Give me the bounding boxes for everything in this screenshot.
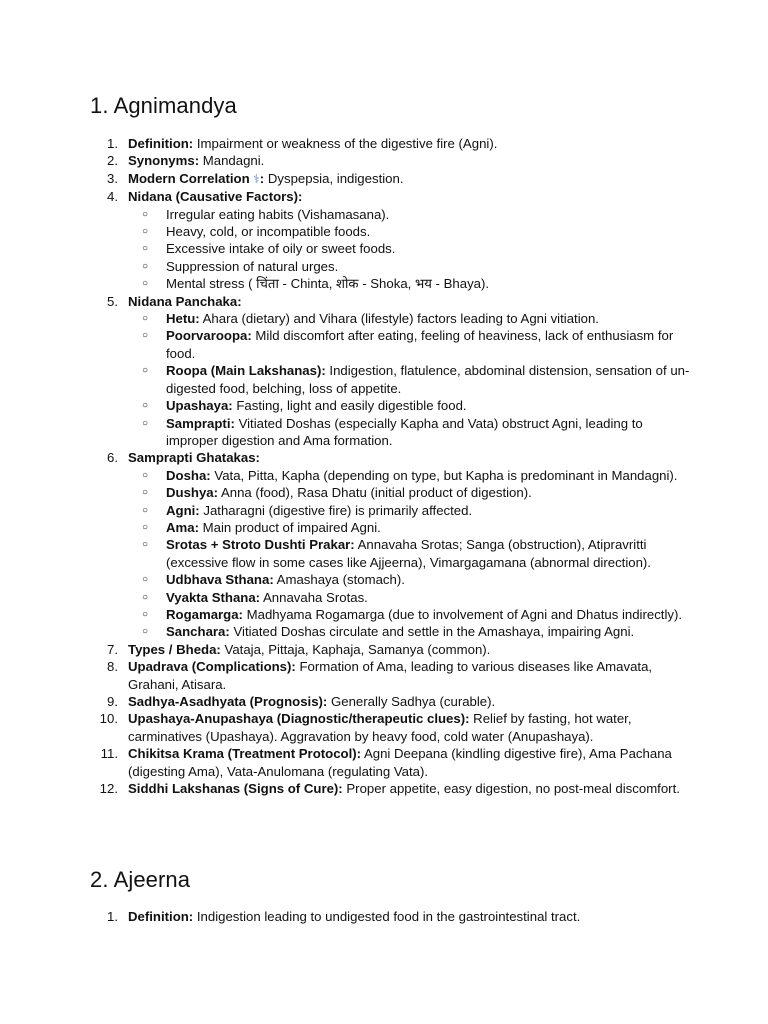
item-label: Upadrava (Complications): (128, 659, 296, 675)
item-number: 8. (107, 659, 118, 675)
item-label: Siddhi Lakshanas (Signs of Cure): (128, 781, 343, 797)
sub-item-text: Annavaha Srotas; Sanga (obstruction), Atipravritti (excessive flow in some cases like Ajjeerna), Vimargagamana (abnormal direction). (166, 537, 651, 570)
item-label: Definition: (128, 909, 194, 924)
item-text: Relief by fasting, hot water, carminatives (Upashaya). Aggravation by heavy food, cold water (Anupashaya). (128, 711, 632, 744)
item-text: Agni Deepana (kindling digestive fire), Ama Pachana (digesting Ama), Vata-Anulomana (regulating Vata). (128, 746, 672, 779)
sub-item-label: Poorvaroopa: (166, 328, 252, 344)
bullet-icon: ○ (142, 243, 149, 255)
bullet-icon: ○ (142, 469, 149, 481)
item-text: Dyspepsia, indigestion. (267, 170, 404, 186)
sub-item-text: Vitiated Doshas (especially Kapha and Vata) obstruct Agni, leading to improper digestion and Ama formation. (166, 415, 643, 448)
bullet-icon: ○ (142, 260, 149, 272)
list-item (90, 908, 690, 925)
sub-item-text: Irregular eating habits (Vishamasana). (166, 206, 390, 222)
item-number: 1. (107, 136, 118, 151)
sub-item-text: Main product of impaired Agni. (202, 519, 381, 535)
item-label: Types / Bheda: (128, 641, 221, 657)
sub-item-label: Agni: (166, 502, 200, 518)
list-item (90, 293, 690, 450)
sub-list-item (128, 223, 690, 240)
item-number: 3. (107, 170, 118, 186)
sub-list-item (128, 206, 690, 223)
list-item (90, 641, 690, 658)
sub-list-item (128, 484, 690, 501)
bullet-icon: ○ (142, 313, 149, 325)
sub-item-text: Vata, Pitta, Kapha (depending on type, but Kapha is predominant in Mandagni). (214, 467, 678, 483)
item-label: Sadhya-Asadhyata (Prognosis): (128, 694, 328, 709)
item-label: Samprapti Ghatakas: (128, 450, 260, 466)
sub-item-label: Dosha: (166, 467, 211, 483)
sub-list-item (128, 258, 690, 275)
list-item (90, 745, 690, 780)
bullet-icon: ○ (142, 504, 149, 516)
bullet-icon: ○ (142, 521, 149, 533)
sub-item-label: Vyakta Sthana: (166, 589, 261, 605)
list-item (90, 710, 690, 745)
sub-list-item (128, 310, 690, 327)
item-label: Modern Correlation (128, 170, 250, 186)
sub-list-item (128, 606, 690, 623)
bullet-icon: ○ (142, 608, 149, 620)
item-number: 2. (107, 153, 118, 169)
item-number: 5. (107, 293, 118, 309)
bullet-icon: ○ (142, 330, 149, 342)
sub-list-item (128, 240, 690, 257)
sub-list-item (128, 327, 690, 362)
bullet-icon: ○ (142, 278, 149, 290)
bullet-icon: ○ (142, 539, 149, 551)
section-heading-ajeerna: 2. Ajeerna (90, 867, 191, 892)
sub-list (128, 206, 690, 293)
item-text: Impairment or weakness of the digestive fire (Agni). (196, 136, 498, 151)
sub-item-text: Excessive intake of oily or sweet foods. (166, 241, 396, 257)
sub-item-text: Jatharagni (digestive fire) is primarily affected. (203, 502, 473, 518)
item-label: Chikitsa Krama (Treatment Protocol): (128, 746, 362, 762)
item-label-colon: : (259, 170, 265, 186)
section-heading-agnimandya: 1. Agnimandya (90, 93, 237, 118)
item-label: Definition: (128, 136, 194, 151)
sub-list (128, 310, 690, 449)
bullet-icon: ○ (142, 400, 149, 412)
item-number: 12. (99, 781, 118, 797)
list-item (90, 449, 690, 640)
bullet-icon: ○ (142, 208, 149, 220)
sub-item-text: Annavaha Srotas. (263, 589, 368, 605)
sub-item-label: Roopa (Main Lakshanas): (166, 363, 326, 379)
list-item (90, 170, 690, 188)
sub-list-item (128, 362, 690, 397)
list-item (90, 658, 690, 693)
sub-list-item (128, 502, 690, 519)
sub-item-text: Suppression of natural urges. (166, 258, 339, 274)
item-label: Nidana Panchaka: (128, 293, 242, 309)
ajeerna-list (90, 908, 690, 925)
sub-item-label: Ama: (166, 519, 199, 535)
sub-list-item (128, 415, 690, 450)
sub-list-item (128, 275, 690, 292)
sub-list-item (128, 467, 690, 484)
item-number: 1. (107, 909, 118, 924)
bullet-icon: ○ (142, 574, 149, 586)
item-text: Formation of Ama, leading to various diseases like Amavata, Grahani, Atisara. (128, 659, 653, 692)
sub-list-item (128, 589, 690, 606)
item-number: 11. (100, 746, 118, 762)
list-item (90, 152, 690, 169)
item-label: Nidana (Causative Factors): (128, 189, 303, 205)
bullet-icon: ○ (142, 591, 149, 603)
item-number: 6. (107, 450, 118, 466)
sub-item-label: Rogamarga: (166, 606, 243, 622)
sub-list-item (128, 519, 690, 536)
sub-list-item (128, 536, 690, 571)
sub-list-item (128, 571, 690, 588)
sub-item-text: Madhyama Rogamarga (due to involvement of Agni and Dhatus indirectly). (246, 606, 683, 622)
sub-item-text: Heavy, cold, or incompatible foods. (166, 224, 371, 240)
sub-item-label: Dushya: (166, 485, 219, 501)
item-number: 4. (107, 189, 118, 205)
agnimandya-list (90, 135, 690, 797)
bullet-icon: ○ (142, 417, 149, 429)
sub-list (128, 467, 690, 641)
item-number: 7. (107, 641, 118, 657)
item-text: Proper appetite, easy digestion, no post-meal discomfort. (346, 781, 680, 797)
sub-item-text: Ahara (dietary) and Vihara (lifestyle) factors leading to Agni vitiation. (202, 311, 599, 327)
item-text: Indigestion leading to undigested food in the gastrointestinal tract. (196, 909, 581, 924)
item-label: Upashaya-Anupashaya (Diagnostic/therapeutic clues): (128, 711, 470, 727)
item-text: Mandagni. (202, 153, 265, 169)
sub-item-text: Mild discomfort after eating, feeling of heaviness, lack of enthusiasm for food. (166, 328, 674, 361)
item-text: Vataja, Pittaja, Kaphaja, Samanya (common). (224, 641, 491, 657)
list-item (90, 188, 690, 292)
bullet-icon: ○ (142, 365, 149, 377)
item-number: 9. (107, 694, 118, 709)
sub-item-label: Sanchara: (166, 624, 230, 640)
sub-item-label: Samprapti: (166, 415, 235, 431)
item-text: Generally Sadhya (curable). (331, 694, 496, 709)
sub-item-label: Udbhava Sthana: (166, 572, 274, 588)
list-item (90, 780, 690, 797)
item-number: 10. (99, 711, 118, 727)
sub-list-item (128, 623, 690, 640)
sub-item-label: Srotas + Stroto Dushti Prakar: (166, 537, 355, 553)
sub-list-item (128, 397, 690, 414)
sub-item-text: Amashaya (stomach). (276, 572, 405, 588)
sub-item-text: Indigestion, flatulence, abdominal distension, sensation of un-digested food, belching, loss of appetite. (166, 363, 690, 396)
item-label: Synonyms: (128, 153, 200, 169)
sub-item-text: Vitiated Doshas circulate and settle in the Amashaya, impairing Agni. (233, 624, 635, 640)
bullet-icon: ○ (142, 626, 149, 638)
bullet-icon: ○ (142, 487, 149, 499)
sub-item-label: Upashaya: (166, 398, 233, 414)
sub-item-text: Mental stress ( चिंता - Chinta, शोक - Shoka, भय - Bhaya). (166, 276, 490, 292)
sub-item-label: Hetu: (166, 311, 200, 327)
list-item (90, 135, 690, 152)
bullet-icon: ○ (142, 226, 149, 238)
list-item (90, 693, 690, 710)
stethoscope-icon: ⚕ (253, 171, 260, 186)
sub-item-text: Anna (food), Rasa Dhatu (initial product of digestion). (220, 485, 532, 501)
sub-item-text: Fasting, light and easily digestible food. (236, 398, 467, 414)
